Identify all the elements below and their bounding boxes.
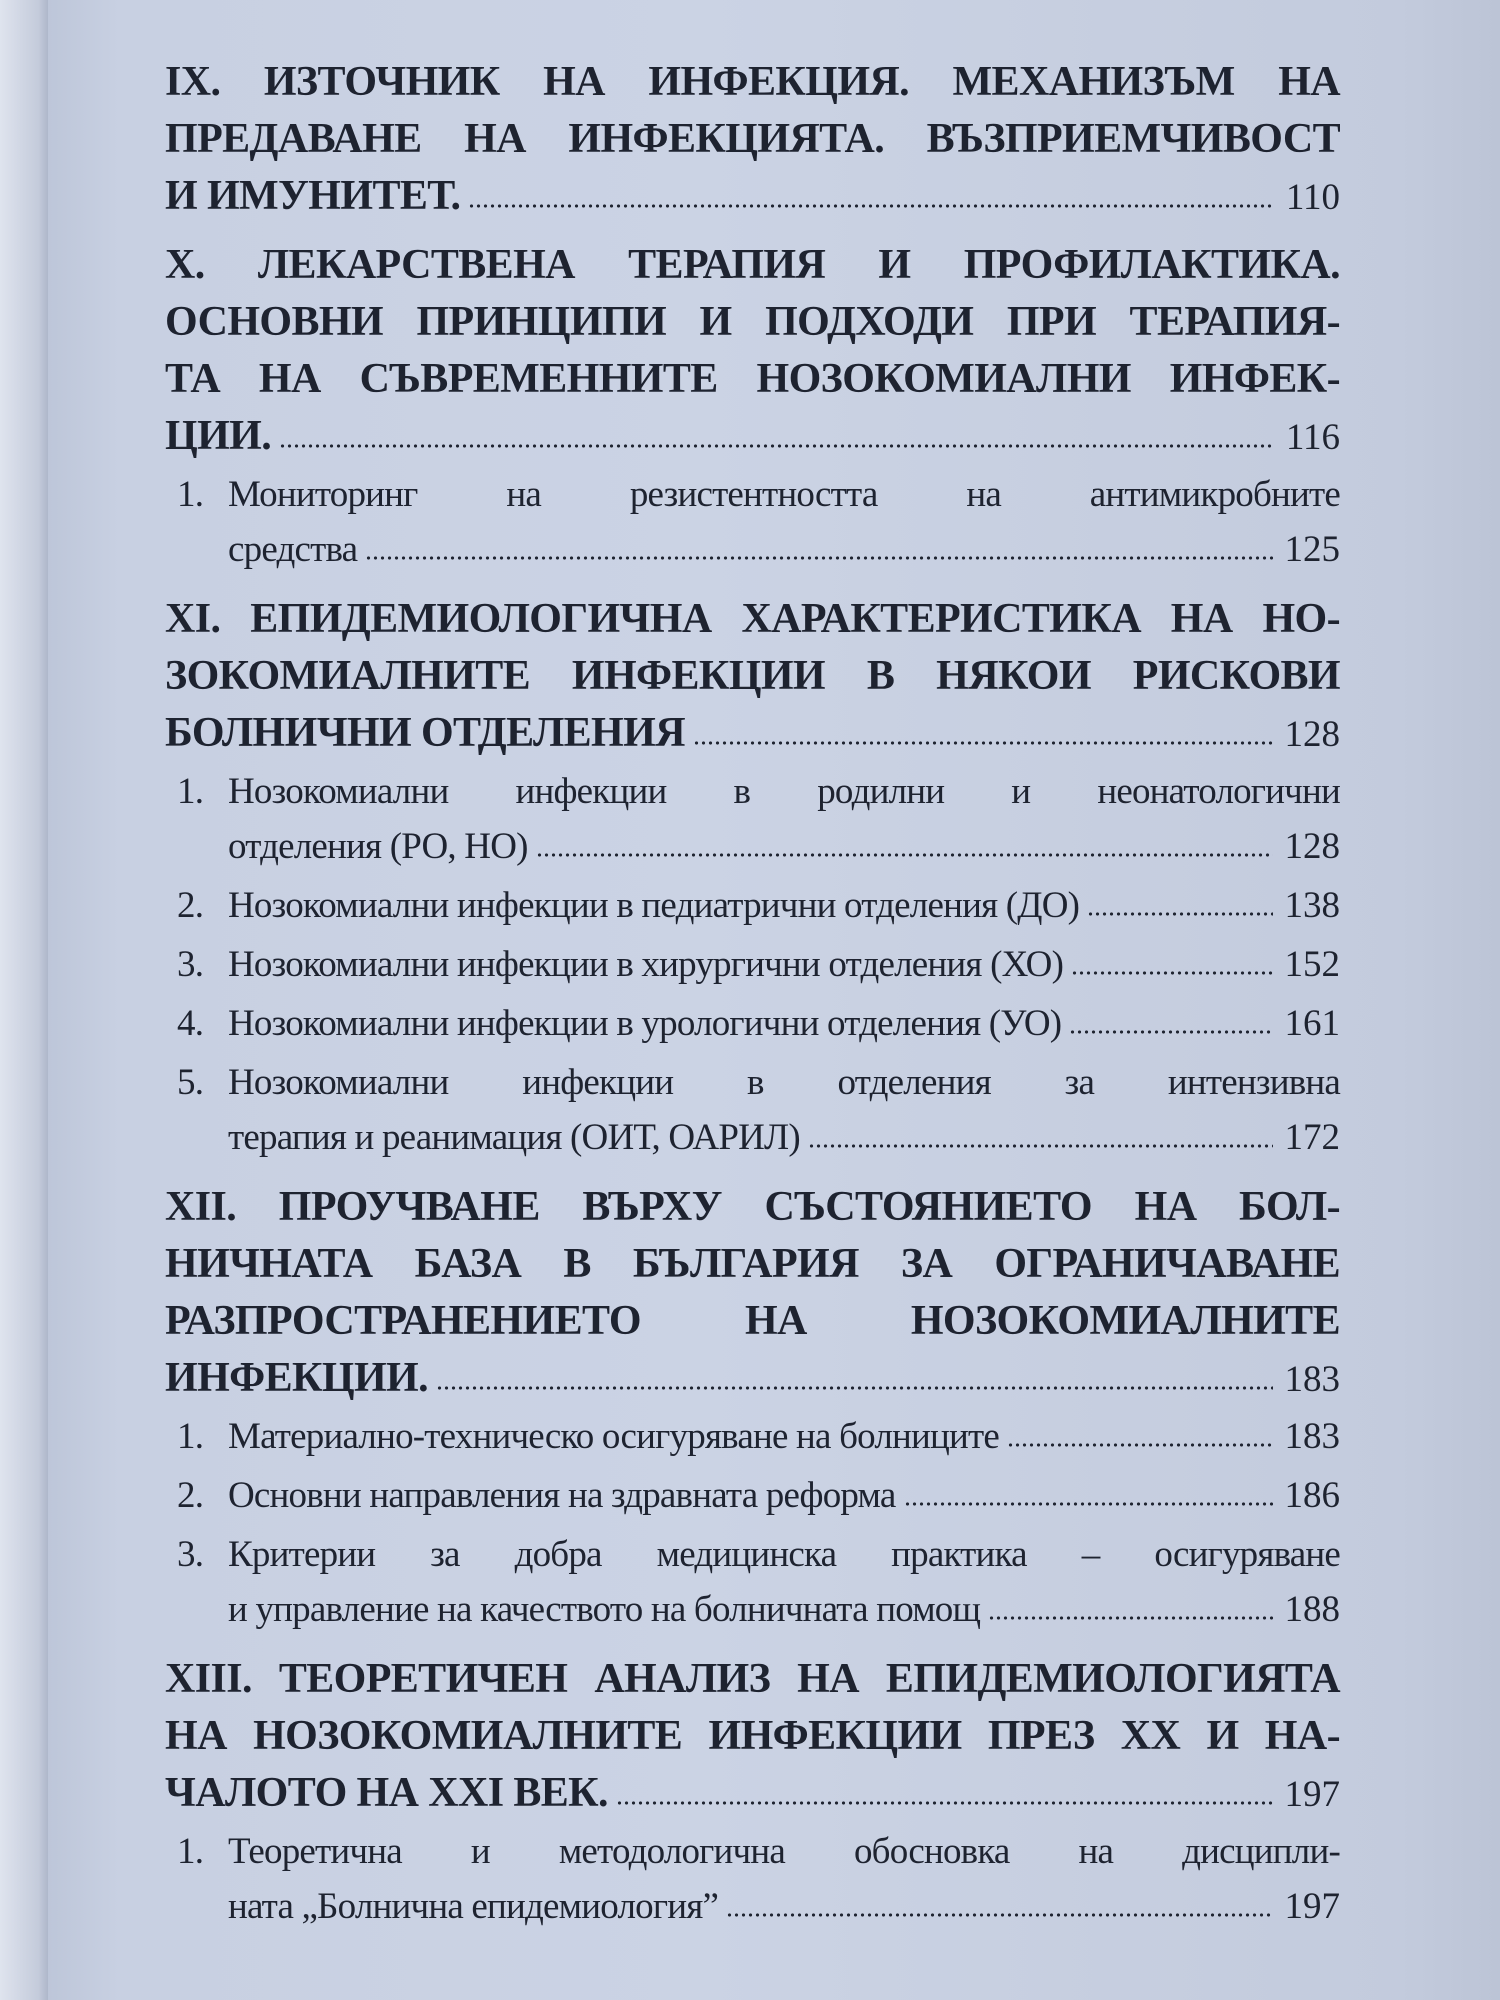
dot-leader xyxy=(904,1501,1273,1507)
entry-title-text: И ИМУНИТЕТ. xyxy=(165,173,461,219)
item-number: 2. xyxy=(177,885,204,926)
dot-leader xyxy=(1087,911,1272,917)
toc-line xyxy=(165,1769,1340,1826)
entry-title-text: Критерии за добра медицинска практика – осигуряване xyxy=(228,1534,1340,1575)
toc-subsection-entry[interactable] xyxy=(165,1474,1340,1529)
toc-line xyxy=(165,825,1340,880)
entry-title-text: Нозокомиални инфекции в педиатрични отделения (ДО) xyxy=(228,885,1080,926)
item-number: 1. xyxy=(177,771,204,812)
item-number: 1. xyxy=(177,474,204,515)
dot-leader xyxy=(436,1385,1273,1391)
toc-line xyxy=(165,58,1340,115)
item-number: 3. xyxy=(177,944,204,985)
item-number: 1. xyxy=(177,1831,204,1872)
table-of-contents xyxy=(165,46,1340,1940)
page-number: 128 xyxy=(1284,714,1340,755)
toc-line xyxy=(165,241,1340,298)
toc-chapter-entry[interactable] xyxy=(165,1655,1340,1826)
toc-line xyxy=(165,1240,1340,1297)
page-number: 197 xyxy=(1284,1886,1340,1927)
entry-title-text: ОСНОВНИ ПРИНЦИПИ И ПОДХОДИ ПРИ ТЕРАПИЯ- xyxy=(165,299,1340,345)
item-number: 1. xyxy=(177,1416,204,1457)
toc-line xyxy=(165,770,1340,825)
toc-line xyxy=(165,709,1340,766)
entry-title-text: РАЗПРОСТРАНЕНИЕТО НА НОЗОКОМИАЛНИТЕ xyxy=(165,1298,1340,1344)
toc-subsection-entry[interactable] xyxy=(165,770,1340,880)
toc-line xyxy=(165,1415,1340,1470)
toc-subsection-entry[interactable] xyxy=(165,943,1340,998)
entry-title-text: ПРЕДАВАНЕ НА ИНФЕКЦИЯТА. ВЪЗПРИЕМЧИВОСТ xyxy=(165,116,1340,162)
toc-line xyxy=(165,412,1340,469)
item-number: 4. xyxy=(177,1003,204,1044)
entry-title-text: НИЧНАТА БАЗА В БЪЛГАРИЯ ЗА ОГРАНИЧАВАНЕ xyxy=(165,1241,1340,1287)
dot-leader xyxy=(616,1800,1273,1806)
page-number: 116 xyxy=(1285,417,1340,458)
toc-subsection-entry[interactable] xyxy=(165,1002,1340,1057)
dot-leader xyxy=(1069,1029,1272,1035)
toc-line xyxy=(165,1533,1340,1588)
item-number: 5. xyxy=(177,1062,204,1103)
toc-line xyxy=(165,943,1340,998)
toc-line xyxy=(165,473,1340,528)
entry-title-text: XIII. ТЕОРЕТИЧЕН АНАЛИЗ НА ЕПИДЕМИОЛОГИЯТА xyxy=(165,1656,1340,1702)
entry-title-text: ЦИИ. xyxy=(165,413,272,459)
toc-line xyxy=(165,1297,1340,1354)
toc-subsection-entry[interactable] xyxy=(165,1830,1340,1940)
toc-line xyxy=(165,115,1340,172)
toc-subsection-entry[interactable] xyxy=(165,1061,1340,1171)
page-number: 183 xyxy=(1284,1359,1340,1400)
toc-subsection-entry[interactable] xyxy=(165,473,1340,583)
entry-title-text: Нозокомиални инфекции в хирургични отделения (ХО) xyxy=(228,944,1064,985)
dot-leader xyxy=(365,555,1272,561)
page-number: 128 xyxy=(1284,826,1340,867)
toc-chapter-entry[interactable] xyxy=(165,595,1340,766)
page-number: 125 xyxy=(1284,529,1340,570)
toc-subsection-entry[interactable] xyxy=(165,1415,1340,1470)
entry-title-text: XII. ПРОУЧВАНЕ ВЪРХУ СЪСТОЯНИЕТО НА БОЛ- xyxy=(165,1184,1340,1230)
toc-line xyxy=(165,595,1340,652)
page-edge-shadow xyxy=(0,0,48,2000)
entry-title-text: Основни направления на здравната реформа xyxy=(228,1475,896,1516)
toc-line xyxy=(165,298,1340,355)
page-number: 183 xyxy=(1284,1416,1340,1457)
dot-leader xyxy=(726,1912,1272,1918)
dot-leader xyxy=(808,1143,1273,1149)
toc-subsection-entry[interactable] xyxy=(165,1533,1340,1643)
dot-leader xyxy=(1071,970,1272,976)
entry-title-text: ЗОКОМИАЛНИТЕ ИНФЕКЦИИ В НЯКОИ РИСКОВИ xyxy=(165,653,1340,699)
page-number: 172 xyxy=(1284,1117,1340,1158)
entry-title-text: БОЛНИЧНИ ОТДЕЛЕНИЯ xyxy=(165,710,685,756)
toc-line xyxy=(165,1588,1340,1643)
toc-chapter-entry[interactable] xyxy=(165,241,1340,469)
toc-line xyxy=(165,1712,1340,1769)
page-number: 197 xyxy=(1284,1774,1340,1815)
toc-line xyxy=(165,172,1340,229)
dot-leader xyxy=(536,852,1273,858)
toc-line xyxy=(165,528,1340,583)
dot-leader xyxy=(1007,1442,1272,1448)
entry-title-text: ЧАЛОТО НА XXI ВЕК. xyxy=(165,1770,608,1816)
entry-title-text: Материално-техническо осигуряване на болниците xyxy=(228,1416,1000,1457)
entry-title-text: Теоретична и методологична обосновка на дисципли- xyxy=(228,1831,1340,1872)
dot-leader xyxy=(468,203,1273,209)
toc-line xyxy=(165,1885,1340,1940)
toc-line xyxy=(165,355,1340,412)
toc-line xyxy=(165,1061,1340,1116)
dot-leader xyxy=(988,1615,1272,1621)
entry-title-text: ТА НА СЪВРЕМЕННИТЕ НОЗОКОМИАЛНИ ИНФЕК- xyxy=(165,356,1340,402)
page-number: 188 xyxy=(1284,1589,1340,1630)
page-number: 152 xyxy=(1284,944,1340,985)
toc-line xyxy=(165,1183,1340,1240)
toc-line xyxy=(165,1830,1340,1885)
entry-title-text: IX. ИЗТОЧНИК НА ИНФЕКЦИЯ. МЕХАНИЗЪМ НА xyxy=(165,59,1340,105)
toc-line xyxy=(165,1002,1340,1057)
entry-title-text: средства xyxy=(228,529,358,570)
toc-line xyxy=(165,1354,1340,1411)
entry-title-text: отделения (РО, НО) xyxy=(228,826,528,867)
toc-chapter-entry[interactable] xyxy=(165,58,1340,229)
entry-title-text: и управление на качеството на болничната помощ xyxy=(228,1589,981,1630)
entry-title-text: Мониторинг на резистентността на антимикробните xyxy=(228,474,1340,515)
item-number: 3. xyxy=(177,1534,204,1575)
page-number: 186 xyxy=(1284,1475,1340,1516)
entry-title-text: XI. ЕПИДЕМИОЛОГИЧНА ХАРАКТЕРИСТИКА НА НО- xyxy=(165,596,1340,642)
page-number: 161 xyxy=(1284,1003,1340,1044)
item-number: 2. xyxy=(177,1475,204,1516)
toc-subsection-entry[interactable] xyxy=(165,884,1340,939)
toc-chapter-entry[interactable] xyxy=(165,1183,1340,1411)
page-number: 110 xyxy=(1285,177,1340,218)
toc-line xyxy=(165,884,1340,939)
entry-title-text: НА НОЗОКОМИАЛНИТЕ ИНФЕКЦИИ ПРЕЗ XX И НА- xyxy=(165,1713,1340,1759)
entry-title-text: Нозокомиални инфекции в родилни и неонатологични xyxy=(228,771,1340,812)
dot-leader xyxy=(693,740,1273,746)
entry-title-text: ната „Болнична епидемиология” xyxy=(228,1886,719,1927)
toc-line xyxy=(165,652,1340,709)
dot-leader xyxy=(279,443,1274,449)
page-number: 138 xyxy=(1284,885,1340,926)
toc-line xyxy=(165,1655,1340,1712)
entry-title-text: X. ЛЕКАРСТВЕНА ТЕРАПИЯ И ПРОФИЛАКТИКА. xyxy=(165,242,1340,288)
entry-title-text: ИНФЕКЦИИ. xyxy=(165,1355,428,1401)
entry-title-text: Нозокомиални инфекции в отделения за интензивна xyxy=(228,1062,1340,1103)
toc-line xyxy=(165,1474,1340,1529)
entry-title-text: Нозокомиални инфекции в урологични отделения (УО) xyxy=(228,1003,1062,1044)
toc-line xyxy=(165,1116,1340,1171)
entry-title-text: терапия и реанимация (ОИТ, ОАРИЛ) xyxy=(228,1117,800,1158)
